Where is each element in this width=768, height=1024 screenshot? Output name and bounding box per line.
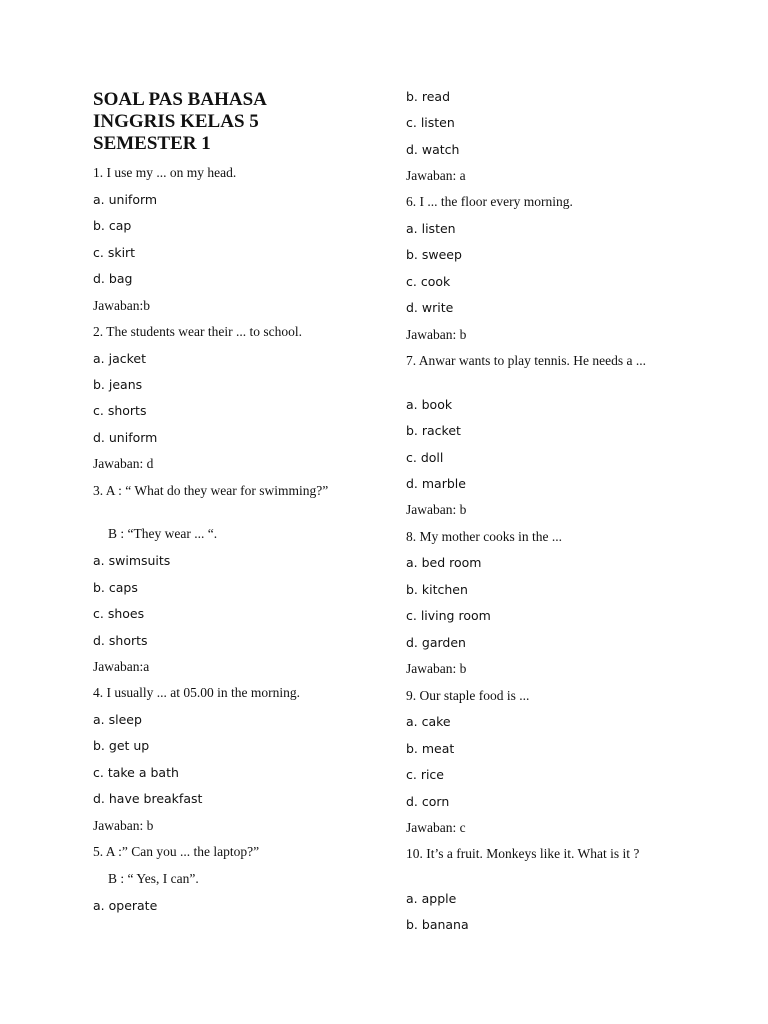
option-line: a. apple	[406, 891, 457, 906]
option-line: c. living room	[406, 608, 491, 623]
question-line: B : “ Yes, I can”.	[108, 871, 199, 886]
answer-line: Jawaban: a	[406, 168, 466, 183]
answer-line: Jawaban:b	[93, 298, 150, 313]
option-line: b. caps	[93, 580, 138, 595]
question-line: 6. I ... the floor every morning.	[406, 194, 573, 209]
option-line: a. sleep	[93, 712, 142, 727]
question-line: 9. Our staple food is ...	[406, 688, 530, 703]
option-line: d. bag	[93, 271, 133, 286]
option-line: b. meat	[406, 741, 455, 756]
answer-line: Jawaban: b	[406, 502, 467, 517]
option-line: c. skirt	[93, 245, 136, 260]
option-line: c. rice	[406, 767, 444, 782]
option-line: d. uniform	[93, 430, 158, 445]
question-line: 2. The students wear their ... to school.	[93, 324, 302, 339]
question-line: 4. I usually ... at 05.00 in the morning.	[93, 685, 300, 700]
answer-line: Jawaban: b	[406, 327, 467, 342]
option-line: b. racket	[406, 423, 461, 438]
question-line: 10. It’s a fruit. Monkeys like it. What is it ?	[406, 846, 640, 861]
question-line: 7. Anwar wants to play tennis. He needs a ...	[406, 353, 646, 368]
option-line: a. operate	[93, 898, 158, 913]
option-line: d. watch	[406, 142, 460, 157]
option-line: b. read	[406, 89, 451, 104]
option-line: b. jeans	[93, 377, 143, 392]
option-line: a. book	[406, 397, 453, 412]
option-line: c. shorts	[93, 403, 147, 418]
option-line: c. take a bath	[93, 765, 179, 780]
option-line: a. uniform	[93, 192, 158, 207]
option-line: c. listen	[406, 115, 455, 130]
option-line: d. shorts	[93, 633, 148, 648]
question-line: 3. A : “ What do they wear for swimming?”	[93, 483, 329, 498]
option-line: b. cap	[93, 218, 132, 233]
question-line: 5. A :” Can you ... the laptop?”	[93, 844, 260, 859]
option-line: b. sweep	[406, 247, 462, 262]
option-line: b. banana	[406, 917, 469, 932]
question-line: 1. I use my ... on my head.	[93, 165, 237, 180]
option-line: c. doll	[406, 450, 444, 465]
option-line: d. corn	[406, 794, 450, 809]
option-line: b. kitchen	[406, 582, 468, 597]
answer-line: Jawaban:a	[93, 659, 150, 674]
option-line: d. garden	[406, 635, 466, 650]
question-line: B : “They wear ... “.	[108, 526, 218, 541]
question-line: 8. My mother cooks in the ...	[406, 529, 562, 544]
option-line: d. write	[406, 300, 454, 315]
answer-line: Jawaban: d	[93, 456, 154, 471]
answer-line: Jawaban: c	[406, 820, 466, 835]
option-line: d. marble	[406, 476, 466, 491]
option-line: a. jacket	[93, 351, 146, 366]
option-line: d. have breakfast	[93, 791, 203, 806]
option-line: a. bed room	[406, 555, 482, 570]
option-line: c. shoes	[93, 606, 145, 621]
option-line: a. listen	[406, 221, 456, 236]
answer-line: Jawaban: b	[406, 661, 467, 676]
option-line: a. swimsuits	[93, 553, 171, 568]
option-line: b. get up	[93, 738, 150, 753]
option-line: a. cake	[406, 714, 451, 729]
document-title: SOAL PAS BAHASA INGGRIS KELAS 5 SEMESTER 1	[93, 89, 266, 154]
answer-line: Jawaban: b	[93, 818, 154, 833]
option-line: c. cook	[406, 274, 451, 289]
